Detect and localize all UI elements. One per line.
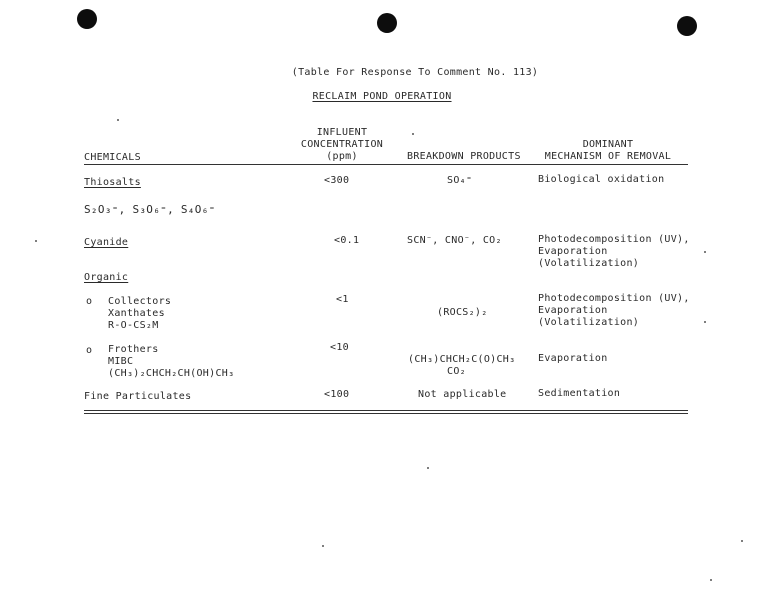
- row-collectors-mechanism-line1: Photodecomposition (UV),: [538, 293, 690, 304]
- row-collectors-product: (ROCS₂)₂: [437, 307, 488, 318]
- footer-rule-bottom: [84, 413, 688, 414]
- response-note: (Table For Response To Comment No. 113): [291, 67, 539, 78]
- scan-speck: [412, 133, 414, 135]
- row-particulates-mechanism: Sedimentation: [538, 388, 621, 399]
- row-frothers-mechanism: Evaporation: [538, 353, 608, 364]
- row-thiosalts-concentration: <300: [324, 175, 350, 186]
- page-title: RECLAIM POND OPERATION: [312, 91, 452, 102]
- row-frothers-product-line1: (CH₃)CHCH₂C(O)CH₃: [408, 354, 516, 365]
- scan-speck: [741, 540, 743, 542]
- row-cyanide-mechanism-line3: (Volatilization): [538, 258, 640, 269]
- scan-speck: [427, 467, 429, 469]
- row-cyanide-mechanism-line1: Photodecomposition (UV),: [538, 234, 690, 245]
- column-header-influent-line1: INFLUENT: [316, 127, 368, 138]
- row-frothers-sub1: MIBC: [108, 356, 134, 367]
- scan-speck: [117, 119, 119, 121]
- row-organic-name: Organic: [84, 272, 129, 283]
- scan-speck: [710, 579, 712, 581]
- row-thiosalts-mechanism: Biological oxidation: [538, 174, 665, 185]
- row-collectors-bullet: o: [86, 296, 93, 307]
- binder-hole-center: [377, 13, 397, 33]
- column-header-influent-line2: CONCENTRATION: [300, 139, 384, 150]
- binder-hole-left: [77, 9, 97, 29]
- row-collectors-sub1: Xanthates: [108, 308, 165, 319]
- row-thiosalts-formulas: S₂O₃⁼, S₃O₆⁼, S₄O₆⁼: [84, 203, 216, 216]
- row-cyanide-concentration: <0.1: [334, 235, 360, 246]
- row-collectors-mechanism-line3: (Volatilization): [538, 317, 640, 328]
- scan-speck: [35, 240, 37, 242]
- row-frothers-concentration: <10: [330, 342, 349, 353]
- row-frothers-name: Frothers: [108, 344, 159, 355]
- row-frothers-sub2: (CH₃)₂CHCH₂CH(OH)CH₃: [108, 368, 235, 379]
- column-header-dominant-line2: MECHANISM OF REMOVAL: [544, 151, 672, 162]
- row-cyanide-name: Cyanide: [84, 237, 129, 248]
- row-thiosalts-name: Thiosalts: [84, 177, 141, 188]
- row-cyanide-mechanism-line2: Evaporation: [538, 246, 608, 257]
- row-collectors-mechanism-line2: Evaporation: [538, 305, 608, 316]
- column-header-influent-line3: (ppm): [326, 151, 358, 162]
- column-header-breakdown: BREAKDOWN PRODUCTS: [407, 151, 521, 162]
- scan-speck: [704, 251, 706, 253]
- column-header-dominant-line1: DOMINANT: [582, 139, 634, 150]
- row-particulates-name: Fine Particulates: [84, 391, 192, 402]
- scan-speck: [704, 321, 706, 323]
- row-particulates-concentration: <100: [324, 389, 350, 400]
- row-frothers-bullet: o: [86, 345, 93, 356]
- binder-hole-right: [677, 16, 697, 36]
- scan-speck: [322, 545, 324, 547]
- row-cyanide-product: SCN⁻, CNO⁻, CO₂: [407, 235, 502, 246]
- row-collectors-name: Collectors: [108, 296, 172, 307]
- column-header-chemicals: CHEMICALS: [84, 152, 141, 163]
- footer-rule-top: [84, 410, 688, 411]
- row-collectors-sub2: R-O-CS₂M: [108, 320, 159, 331]
- row-thiosalts-product: SO₄⁼: [447, 175, 473, 186]
- header-rule: [84, 164, 688, 165]
- row-particulates-product: Not applicable: [418, 389, 507, 400]
- row-collectors-concentration: <1: [336, 294, 349, 305]
- row-frothers-product-line2: CO₂: [447, 366, 466, 377]
